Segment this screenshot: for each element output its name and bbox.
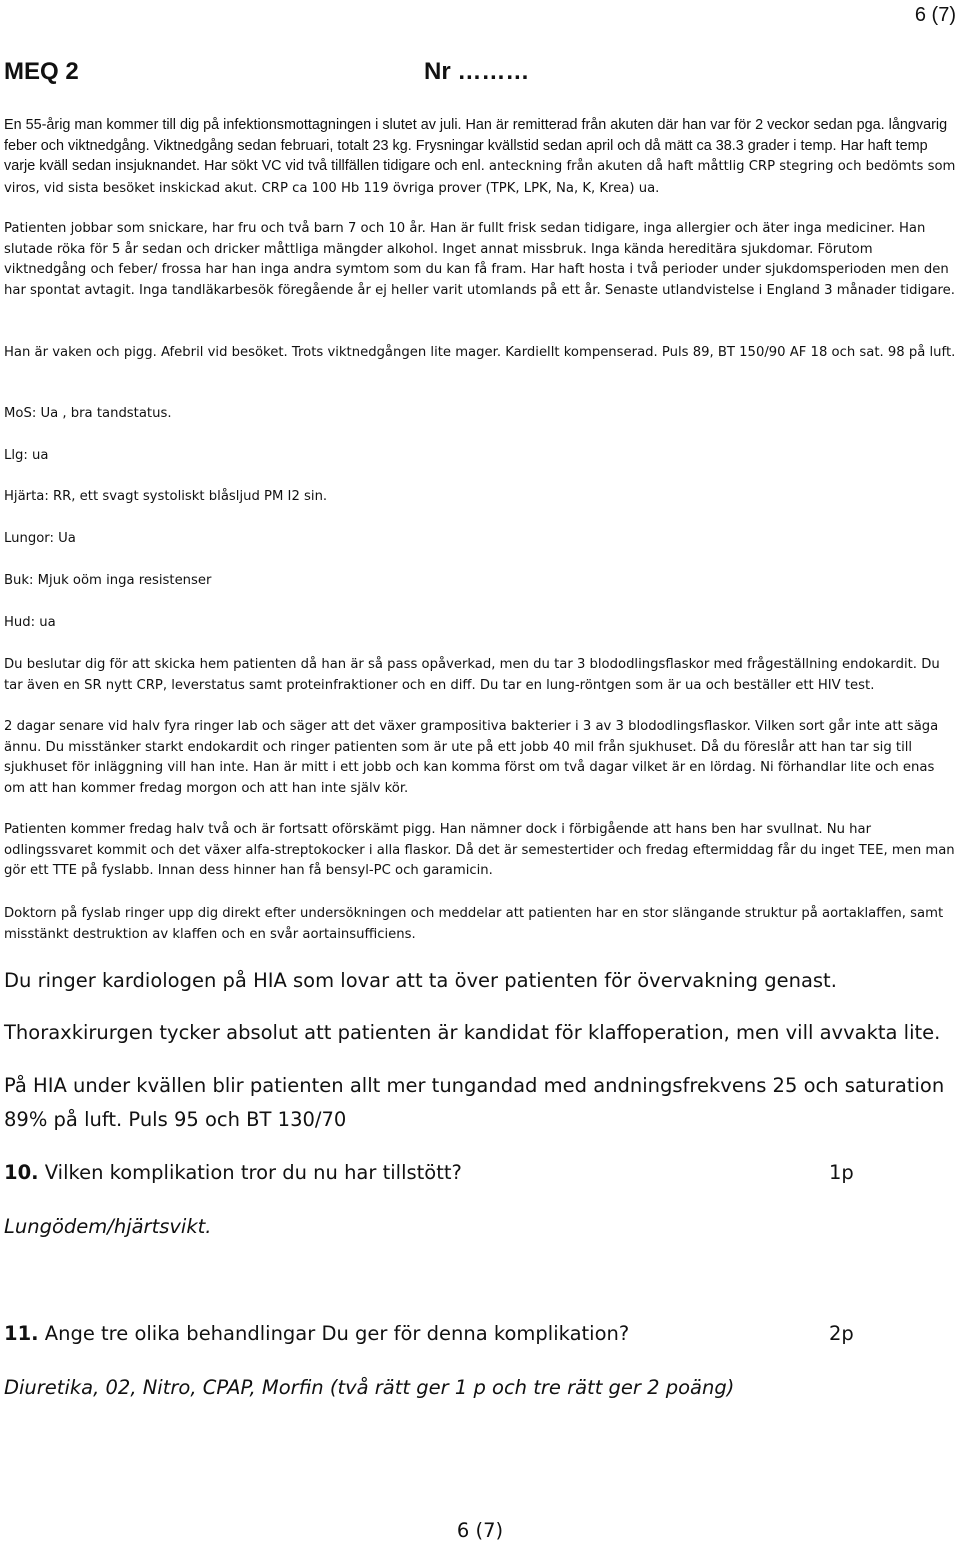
status-paragraph: Han är vaken och pigg. Afebril vid besöket. Trots viktnedgången lite mager. Kardiellt kompenserad. Puls 89, BT 150/90 AF 18 och sat. 98 på luft. xyxy=(4,345,956,360)
intro-paragraph xyxy=(4,115,956,199)
thorax-paragraph: Thoraxkirurgen tycker absolut att patienten är kandidat för klaffoperation, men vill avvakta lite. xyxy=(4,1021,941,1044)
intro-text-part-2: anteckning från akuten då haft måttlig CRP stegring och bedömts som viros, vid sista besöket inskickad akut. CRP ca 100 Hb 119 övriga prover (TPK, LPK, Na, K, Krea) ua. xyxy=(4,159,956,196)
question-11-number: 11. xyxy=(4,1322,39,1345)
history-paragraph: Patienten jobbar som snickare, har fru och två barn 7 och 10 år. Han är fullt frisk sedan tidigare, inga allergier och äter inga mediciner. Han slutade röka för 5 år sedan och dricker måttliga mängder alkohol. Inget annat missbruk. Inga kända hereditära sjukdomar. Förutom viktnedgång och feber/ frossa har han inga andra symtom som du kan få fram. Har haft hosta i två perioder under sjukdomsperioden men den har spontat avtagit. Inga tandläkarbesök föregående år ej heller varit utomlands på ett år. Senaste utlandvistelse i England 3 månader tidigare. xyxy=(4,221,955,298)
question-10-points: 1p xyxy=(829,1161,854,1184)
question-11 xyxy=(4,1322,956,1345)
friday-paragraph: Patienten kommer fredag halv två och är fortsatt oförskämt pigg. Han nämner dock i förbigående att hans ben har svullnat. Nu har odlingssvaret kommit och det växer alfa-streptokocker i alla flaskor. Då det är semestertider och fredag eftermiddag får du inget TEE, men man gör ett TTE på fyslabb. Innan dess hinner han få bensyl-PC och garamicin. xyxy=(4,822,955,879)
question-11-text: Ange tre olika behandlingar Du ger för denna komplikation? xyxy=(38,1322,630,1345)
number-field-label: Nr ……… xyxy=(424,58,530,85)
page-number-bottom: 6 (7) xyxy=(456,1519,504,1542)
answer-11: Diuretika, 02, Nitro, CPAP, Morfin (två rätt ger 1 p och tre rätt ger 2 poäng) xyxy=(4,1376,735,1399)
exam-mos: MoS: Ua , bra tandstatus. xyxy=(4,406,172,421)
fyslab-paragraph: Doktorn på fyslab ringer upp dig direkt efter undersökningen och meddelar att patienten har en stor slängande struktur på aortaklaffen, samt misstänkt destruktion av klaffen och en svår aortainsufficiens. xyxy=(4,906,944,942)
question-10-text: Vilken komplikation tror du nu har tillstött? xyxy=(38,1161,462,1184)
document-title: MEQ 2 xyxy=(4,58,79,85)
cardiologist-paragraph: Du ringer kardiologen på HIA som lovar att ta över patienten för övervakning genast. xyxy=(4,969,837,992)
decision-paragraph: Du beslutar dig för att skicka hem patienten då han är så pass opåverkad, men du tar 3 blododlingsflaskor med frågeställning endokardit. Du tar även en SR nytt CRP, leverstatus samt proteinfraktioner och en diff. Du tar en lung-röntgen som är ua och beställer ett HIV test. xyxy=(4,657,940,693)
answer-10: Lungödem/hjärtsvikt. xyxy=(4,1215,212,1238)
page-number-top: 6 (7) xyxy=(914,4,956,26)
hia-paragraph: På HIA under kvällen blir patienten allt mer tungandad med andningsfrekvens 25 och saturation 89% på luft. Puls 95 och BT 130/70 xyxy=(4,1074,945,1131)
exam-llg: Llg: ua xyxy=(4,448,49,463)
exam-buk: Buk: Mjuk oöm inga resistenser xyxy=(4,573,212,588)
exam-hud: Hud: ua xyxy=(4,615,56,630)
exam-hjarta: Hjärta: RR, ett svagt systoliskt blåsljud PM I2 sin. xyxy=(4,489,328,504)
question-11-points: 2p xyxy=(829,1322,854,1345)
question-10-number: 10. xyxy=(4,1161,39,1184)
intro-text-part-1: En 55-årig man kommer till dig på infektionsmottagningen i slutet av juli. Han är remitterad från akuten där han var för 2 veckor sedan pga. långvarig feber och viktnedgång. Viktnedgång sedan februari, totalt 23 kg. Frysningar kvällstid sedan april och då mätt ca 38.3 grader i temp. Har haft temp varje kväll sedan insjuknandet. Har sökt VC vid två tillfällen tidigare och enl. xyxy=(4,117,948,175)
question-10 xyxy=(4,1161,956,1184)
lab-call-paragraph: 2 dagar senare vid halv fyra ringer lab och säger att det växer grampositiva bakterier i 3 av 3 blododlingsflaskor. Vilken sort går inte att säga ännu. Du misstänker starkt endokardit och ringer patienten som är ute på ett jobb 40 mil från sjukhuset. Då du föreslår att han tar sig till sjukhuset för inläggning vill han inte. Han är mitt i ett jobb och kan komma först om två dagar vilket är en lördag. Ni förhandlar lite och enas om att han kommer fredag morgon och att han inte själv kör. xyxy=(4,719,939,796)
exam-lungor: Lungor: Ua xyxy=(4,531,76,546)
